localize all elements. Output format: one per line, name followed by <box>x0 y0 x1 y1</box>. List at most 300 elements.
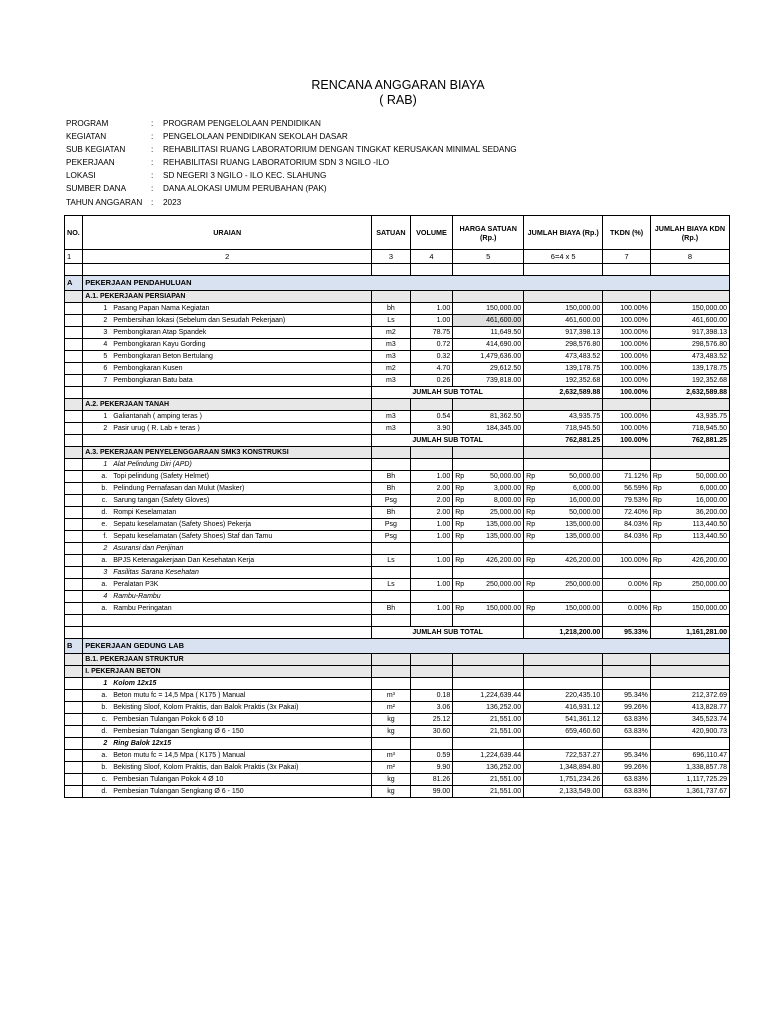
item-volume: 2.00 <box>410 507 453 519</box>
empty-cell <box>410 615 453 627</box>
item-jumlah <box>524 339 603 351</box>
empty-cell <box>65 786 83 798</box>
project-info <box>66 117 517 209</box>
item-harga-value: 8,000.00 <box>493 496 522 504</box>
item-tkdn: 0.00% <box>603 603 651 615</box>
item-index: 1 <box>103 412 108 420</box>
item-harga-value: 136,252.00 <box>486 763 522 771</box>
empty-cell <box>453 615 524 627</box>
item-kdn <box>650 339 729 351</box>
empty-cell <box>603 459 651 471</box>
item-label: Sepatu keselamatan (Safety Shoes) Staf dan Tamu <box>113 532 273 540</box>
empty-cell <box>83 627 372 639</box>
item-kdn <box>650 351 729 363</box>
item-jumlah-value: 16,000.00 <box>569 496 601 504</box>
item-jumlah <box>524 363 603 375</box>
empty-cell <box>410 459 453 471</box>
empty-cell <box>410 678 453 690</box>
item-kdn <box>650 762 729 774</box>
item-label: Rambu Peringatan <box>113 604 172 612</box>
empty-cell <box>65 435 83 447</box>
item-jumlah <box>524 471 603 483</box>
item-tkdn: 99.26% <box>603 702 651 714</box>
item-volume: 0.59 <box>410 750 453 762</box>
item-jumlah-value: 150,000.00 <box>565 304 601 312</box>
item-kdn <box>650 303 729 315</box>
empty-cell <box>650 447 729 459</box>
item-harga <box>453 483 524 495</box>
empty-cell <box>410 738 453 750</box>
item-jumlah-value: 250,000.00 <box>565 580 601 588</box>
group-label: Rambu-Rambu <box>113 592 161 600</box>
item-desc <box>83 327 372 339</box>
item-index: 3 <box>103 328 108 336</box>
item-kdn-value: 917,398.13 <box>691 328 727 336</box>
currency-label: Rp <box>652 496 662 504</box>
item-label: Pembesian Tulangan Pokok 4 Ø 10 <box>113 775 224 783</box>
empty-cell <box>65 702 83 714</box>
item-tkdn: 100.00% <box>603 411 651 423</box>
item-kdn <box>650 714 729 726</box>
item-jumlah <box>524 375 603 387</box>
item-volume: 78.75 <box>410 327 453 339</box>
item-jumlah <box>524 714 603 726</box>
item-kdn-value: 345,523.74 <box>691 715 727 723</box>
subtotal-jumlah: 2,632,589.88 <box>524 387 603 399</box>
empty-cell <box>65 423 83 435</box>
section-no: B <box>65 639 83 654</box>
item-volume: 1.00 <box>410 579 453 591</box>
empty-cell <box>65 726 83 738</box>
item-tkdn: 72.40% <box>603 507 651 519</box>
item-desc <box>83 339 372 351</box>
item-jumlah-value: 50,000.00 <box>569 472 601 480</box>
empty-cell <box>410 591 453 603</box>
empty-cell <box>65 363 83 375</box>
item-volume: 3.90 <box>410 423 453 435</box>
title-line-1: RENCANA ANGGARAN BIAYA <box>311 78 485 92</box>
info-label: SUMBER DANA <box>66 184 127 194</box>
item-harga-value: 3,000.00 <box>493 484 522 492</box>
empty-cell <box>650 615 729 627</box>
item-index: 2 <box>103 316 108 324</box>
item-harga-value: 21,551.00 <box>490 775 522 783</box>
document-title <box>0 78 768 108</box>
item-harga-value: 250,000.00 <box>486 580 522 588</box>
item-index: 5 <box>103 352 108 360</box>
empty-cell <box>65 351 83 363</box>
group-row <box>65 678 730 690</box>
empty-cell <box>603 291 651 303</box>
currency-label: Rp <box>652 580 662 588</box>
currency-label: Rp <box>455 580 465 588</box>
item-jumlah <box>524 762 603 774</box>
item-tkdn: 84.03% <box>603 531 651 543</box>
column-number-row <box>65 250 730 264</box>
empty-row <box>65 615 730 627</box>
item-kdn <box>650 786 729 798</box>
item-satuan: Bh <box>372 603 411 615</box>
empty-cell <box>83 387 372 399</box>
item-row <box>65 495 730 507</box>
info-row <box>66 169 517 182</box>
item-kdn-value: 212,372.69 <box>691 691 727 699</box>
item-index: 4 <box>103 340 108 348</box>
item-index: a. <box>101 556 108 564</box>
info-row <box>66 156 517 169</box>
currency-label: Rp <box>526 580 536 588</box>
empty-cell <box>650 738 729 750</box>
item-tkdn: 63.83% <box>603 714 651 726</box>
empty-cell <box>453 738 524 750</box>
header-volume: VOLUME <box>410 216 453 250</box>
item-row <box>65 351 730 363</box>
info-value: 2023 <box>163 197 182 207</box>
item-jumlah <box>524 351 603 363</box>
group-label: Kolom 12x15 <box>113 679 157 687</box>
item-jumlah-value: 718,945.50 <box>565 424 601 432</box>
subsection-row <box>65 447 730 459</box>
item-desc <box>83 531 372 543</box>
item-label: Pembersihan lokasi (Sebelum dan Sesudah Pekerjaan) <box>113 316 286 324</box>
empty-cell <box>524 591 603 603</box>
item-index: f. <box>103 532 108 540</box>
empty-cell <box>65 627 83 639</box>
item-harga <box>453 363 524 375</box>
empty-cell <box>65 459 83 471</box>
subsection-title: B.1. PEKERJAAN STRUKTUR <box>83 654 372 666</box>
item-jumlah <box>524 603 603 615</box>
info-row <box>66 130 517 143</box>
item-desc <box>83 762 372 774</box>
empty-cell <box>65 399 83 411</box>
item-jumlah <box>524 495 603 507</box>
item-harga <box>453 411 524 423</box>
item-index: 2 <box>103 739 108 747</box>
empty-cell <box>453 447 524 459</box>
item-satuan: m2 <box>372 363 411 375</box>
item-jumlah-value: 150,000.00 <box>565 604 601 612</box>
empty-cell <box>372 264 411 276</box>
item-harga <box>453 762 524 774</box>
item-harga-value: 135,000.00 <box>486 520 522 528</box>
empty-cell <box>650 291 729 303</box>
item-tkdn: 71.12% <box>603 471 651 483</box>
item-jumlah <box>524 690 603 702</box>
subtotal-label: JUMLAH SUB TOTAL <box>372 627 524 639</box>
item-satuan: kg <box>372 714 411 726</box>
item-harga-value: 135,000.00 <box>486 532 522 540</box>
item-index: 3 <box>103 568 108 576</box>
subsection-title: A.2. PEKERJAAN TANAH <box>83 399 372 411</box>
currency-label: Rp <box>526 532 536 540</box>
empty-cell <box>650 399 729 411</box>
item-jumlah <box>524 726 603 738</box>
empty-cell <box>453 264 524 276</box>
item-kdn-value: 473,483.52 <box>691 352 727 360</box>
item-kdn-value: 1,361,737.67 <box>686 787 727 795</box>
group-label: Fasilitas Sarana Kesehatan <box>113 568 199 576</box>
colnum-5: 5 <box>453 250 524 264</box>
currency-label: Rp <box>652 508 662 516</box>
empty-cell <box>65 591 83 603</box>
empty-cell <box>410 666 453 678</box>
item-desc <box>83 714 372 726</box>
item-index: c. <box>101 775 108 783</box>
currency-label: Rp <box>652 532 662 540</box>
item-harga <box>453 690 524 702</box>
empty-cell <box>603 399 651 411</box>
item-harga <box>453 423 524 435</box>
item-jumlah <box>524 507 603 519</box>
item-desc <box>83 483 372 495</box>
item-label: Pembongkaran Kayu Gording <box>113 340 206 348</box>
empty-cell <box>65 762 83 774</box>
item-desc <box>83 303 372 315</box>
item-harga-value: 136,252.00 <box>486 703 522 711</box>
subtotal-kdn: 2,632,589.88 <box>650 387 729 399</box>
item-row <box>65 726 730 738</box>
currency-label: Rp <box>455 508 465 516</box>
item-row <box>65 339 730 351</box>
header-uraian: URAIAN <box>83 216 372 250</box>
item-kdn <box>650 531 729 543</box>
item-kdn <box>650 603 729 615</box>
group-title <box>83 591 372 603</box>
empty-cell <box>372 567 411 579</box>
section-row <box>65 276 730 291</box>
currency-label: Rp <box>652 604 662 612</box>
item-desc <box>83 726 372 738</box>
header-tkdn: TKDN (%) <box>603 216 651 250</box>
subtotal-tkdn: 100.00% <box>603 387 651 399</box>
empty-cell <box>65 615 83 627</box>
info-row <box>66 196 517 209</box>
item-index: 6 <box>103 364 108 372</box>
item-jumlah <box>524 702 603 714</box>
item-jumlah-value: 50,000.00 <box>569 508 601 516</box>
currency-label: Rp <box>526 496 536 504</box>
item-volume: 0.26 <box>410 375 453 387</box>
item-row <box>65 315 730 327</box>
empty-cell <box>83 435 372 447</box>
item-jumlah-value: 298,576.80 <box>565 340 601 348</box>
empty-cell <box>453 399 524 411</box>
item-jumlah <box>524 519 603 531</box>
currency-label: Rp <box>455 532 465 540</box>
item-kdn-value: 420,900.73 <box>691 727 727 735</box>
item-harga <box>453 375 524 387</box>
item-tkdn: 100.00% <box>603 375 651 387</box>
header-jumlah-biaya-kdn: JUMLAH BIAYA KDN (Rp.) <box>650 216 729 250</box>
item-satuan: m³ <box>372 690 411 702</box>
item-kdn-value: 43,935.75 <box>695 412 727 420</box>
item-harga <box>453 786 524 798</box>
info-colon: : <box>151 145 154 155</box>
item-desc <box>83 750 372 762</box>
subtotal-tkdn: 95.33% <box>603 627 651 639</box>
empty-cell <box>65 690 83 702</box>
item-harga <box>453 315 524 327</box>
empty-cell <box>603 543 651 555</box>
item-harga-value: 1,479,636.00 <box>480 352 522 360</box>
item-satuan: Psg <box>372 495 411 507</box>
item-tkdn: 79.53% <box>603 495 651 507</box>
empty-cell <box>65 714 83 726</box>
item-tkdn: 63.83% <box>603 726 651 738</box>
section-title: PEKERJAAN GEDUNG LAB <box>83 639 730 654</box>
empty-cell <box>65 666 83 678</box>
info-row <box>66 117 517 130</box>
item-label: Pembongkaran Batu bata <box>113 376 193 384</box>
item-harga <box>453 339 524 351</box>
item-index: a. <box>101 751 108 759</box>
item-desc <box>83 351 372 363</box>
item-satuan: kg <box>372 786 411 798</box>
currency-label: Rp <box>526 556 536 564</box>
item-desc <box>83 519 372 531</box>
item-index: c. <box>101 715 108 723</box>
item-jumlah <box>524 483 603 495</box>
item-jumlah-value: 2,133,549.00 <box>559 787 601 795</box>
item-kdn-value: 718,945.50 <box>691 424 727 432</box>
info-colon: : <box>151 158 154 168</box>
item-row <box>65 774 730 786</box>
empty-cell <box>650 654 729 666</box>
item-index: 1 <box>103 679 108 687</box>
item-jumlah <box>524 555 603 567</box>
item-satuan: Bh <box>372 471 411 483</box>
empty-cell <box>524 567 603 579</box>
item-jumlah <box>524 531 603 543</box>
item-kdn-value: 6,000.00 <box>699 484 727 492</box>
empty-cell <box>65 603 83 615</box>
item-volume: 0.54 <box>410 411 453 423</box>
item-volume: 1.00 <box>410 555 453 567</box>
empty-cell <box>603 447 651 459</box>
item-tkdn: 100.00% <box>603 351 651 363</box>
currency-label: Rp <box>455 520 465 528</box>
item-jumlah-value: 1,348,894.80 <box>559 763 601 771</box>
section-no: A <box>65 276 83 291</box>
header-no: NO. <box>65 216 83 250</box>
subtotal-kdn: 1,161,281.00 <box>650 627 729 639</box>
item-kdn-value: 36,200.00 <box>695 508 727 516</box>
empty-cell <box>603 264 651 276</box>
item-kdn-value: 696,110.47 <box>692 751 727 759</box>
empty-cell <box>372 654 411 666</box>
empty-cell <box>65 315 83 327</box>
item-row <box>65 363 730 375</box>
item-jumlah-value: 6,000.00 <box>572 484 601 492</box>
item-volume: 1.00 <box>410 519 453 531</box>
item-kdn-value: 1,117,725.29 <box>686 775 727 783</box>
item-harga-value: 414,690.00 <box>486 340 522 348</box>
item-row <box>65 411 730 423</box>
currency-label: Rp <box>526 520 536 528</box>
empty-cell <box>65 327 83 339</box>
item-kdn-value: 113,440.50 <box>692 520 727 528</box>
group-title <box>83 459 372 471</box>
item-kdn-value: 461,600.00 <box>691 316 727 324</box>
item-row <box>65 531 730 543</box>
info-label: SUB KEGIATAN <box>66 145 126 155</box>
group-label: Alat Pelindung Diri (APD) <box>113 460 192 468</box>
item-index: b. <box>101 484 108 492</box>
item-harga-value: 461,600.00 <box>486 316 522 324</box>
item-label: Pembongkaran Beton Bertulang <box>113 352 213 360</box>
item-satuan: Psg <box>372 531 411 543</box>
currency-label: Rp <box>526 508 536 516</box>
item-tkdn: 100.00% <box>603 555 651 567</box>
item-kdn-value: 192,352.68 <box>691 376 727 384</box>
subtotal-jumlah: 762,881.25 <box>524 435 603 447</box>
item-volume: 9.90 <box>410 762 453 774</box>
item-tkdn: 84.03% <box>603 519 651 531</box>
empty-cell <box>372 291 411 303</box>
item-row <box>65 375 730 387</box>
item-harga <box>453 603 524 615</box>
item-jumlah-value: 135,000.00 <box>565 532 601 540</box>
item-satuan: Psg <box>372 519 411 531</box>
info-row <box>66 143 517 156</box>
empty-cell <box>410 264 453 276</box>
item-kdn-value: 50,000.00 <box>695 472 727 480</box>
empty-cell <box>524 615 603 627</box>
empty-cell <box>372 591 411 603</box>
item-kdn <box>650 507 729 519</box>
item-satuan: Bh <box>372 483 411 495</box>
subtotal-row <box>65 435 730 447</box>
currency-label: Rp <box>526 472 536 480</box>
info-value: REHABILITASI RUANG LABORATORIUM DENGAN TINGKAT KERUSAKAN MINIMAL SEDANG <box>163 145 517 155</box>
empty-cell <box>603 591 651 603</box>
empty-row <box>65 264 730 276</box>
item-row <box>65 519 730 531</box>
subsection-row <box>65 666 730 678</box>
item-label: Galiantanah ( amping teras ) <box>113 412 202 420</box>
group-title <box>83 738 372 750</box>
section-row <box>65 639 730 654</box>
item-jumlah-value: 722,537.27 <box>565 751 601 759</box>
colnum-7: 7 <box>603 250 651 264</box>
subtotal-row <box>65 387 730 399</box>
currency-label: Rp <box>526 484 536 492</box>
group-row <box>65 567 730 579</box>
group-title <box>83 567 372 579</box>
item-volume: 2.00 <box>410 483 453 495</box>
colnum-8: 8 <box>650 250 729 264</box>
empty-cell <box>524 399 603 411</box>
title-line-2: ( RAB) <box>379 93 417 107</box>
group-title <box>83 543 372 555</box>
empty-cell <box>453 654 524 666</box>
item-kdn <box>650 495 729 507</box>
empty-cell <box>453 591 524 603</box>
empty-cell <box>453 543 524 555</box>
item-tkdn: 100.00% <box>603 339 651 351</box>
item-kdn <box>650 471 729 483</box>
item-satuan: bh <box>372 303 411 315</box>
item-index: 4 <box>103 592 108 600</box>
info-colon: : <box>151 171 154 181</box>
item-label: Pembongkaran Kusen <box>113 364 183 372</box>
currency-label: Rp <box>455 604 465 612</box>
item-satuan: Ls <box>372 579 411 591</box>
info-label: PROGRAM <box>66 119 109 128</box>
item-harga <box>453 774 524 786</box>
info-row <box>66 182 517 195</box>
